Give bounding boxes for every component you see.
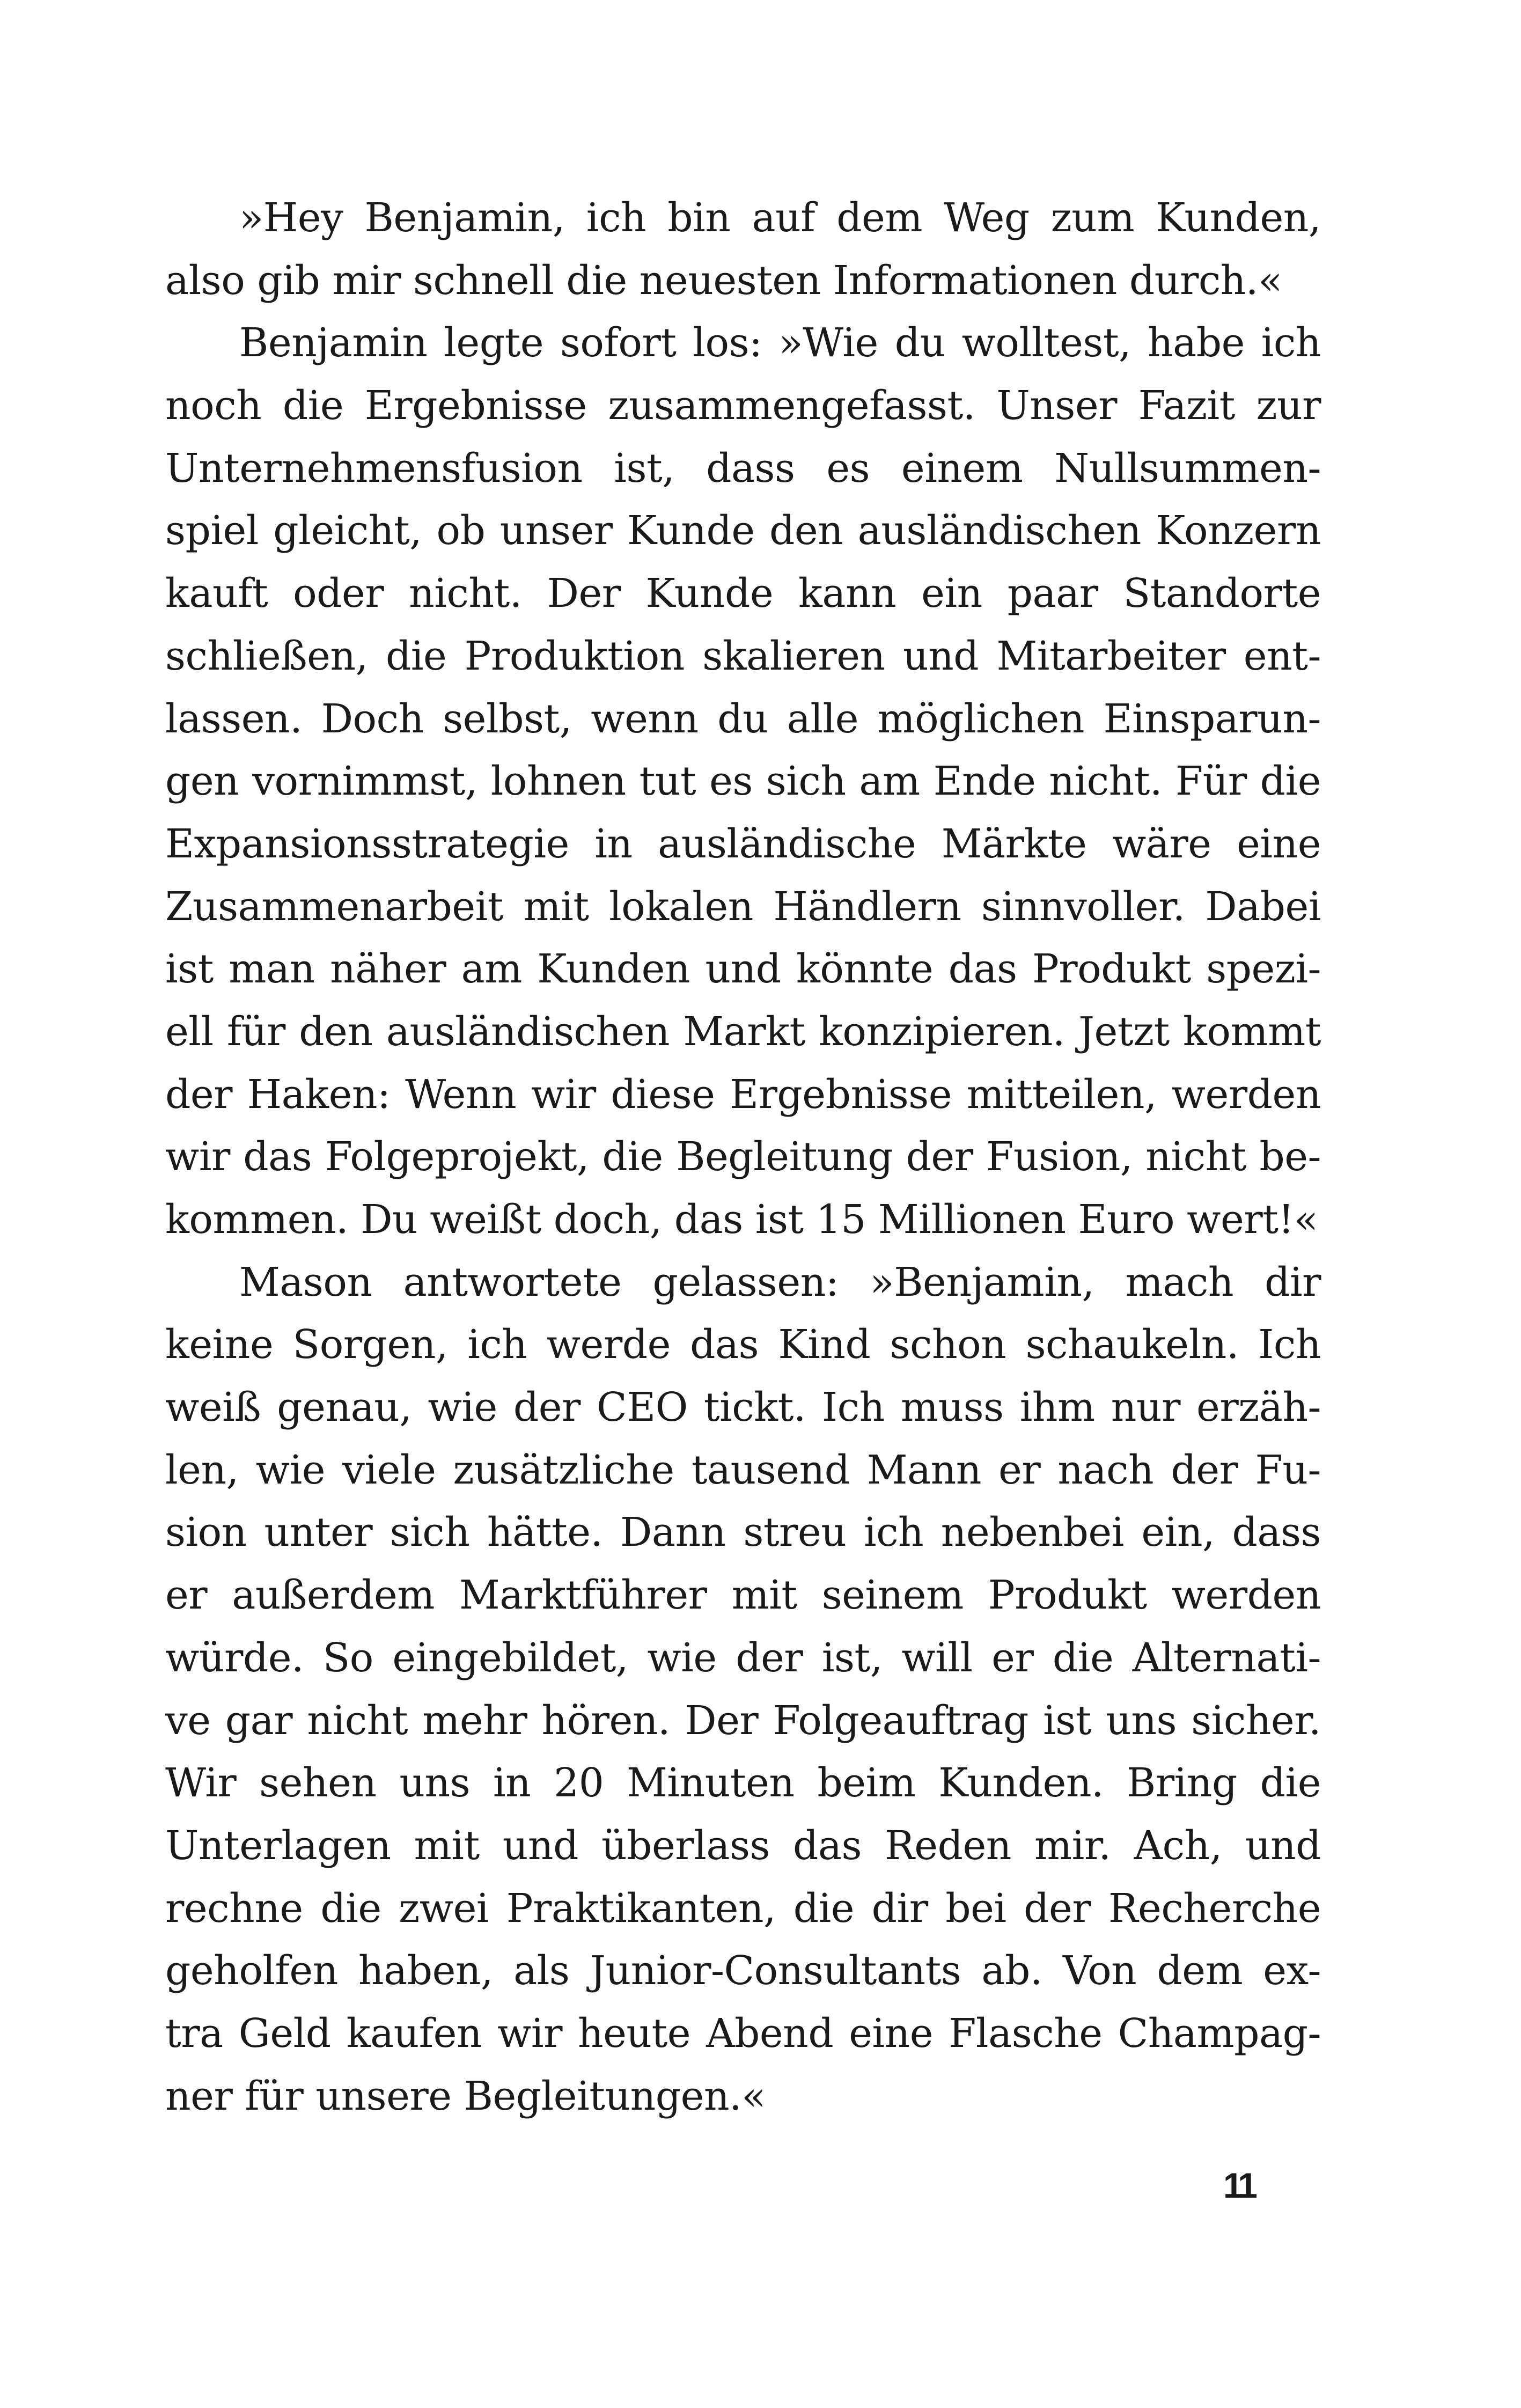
body-text <box>165 187 1321 2127</box>
text-line: tra Geld kaufen wir heute Abend eine Flasche Champag- <box>165 2010 1321 2057</box>
page-number: 11 <box>1223 2165 1254 2205</box>
text-line: Unternehmensfusion ist, dass es einem Nullsummen- <box>165 445 1321 491</box>
text-line: lassen. Doch selbst, wenn du alle möglichen Einsparun- <box>165 695 1321 742</box>
text-line: noch die Ergebnisse zusammengefasst. Unser Fazit zur <box>165 383 1321 429</box>
text-line: ell für den ausländischen Markt konzipieren. Jetzt kommt <box>165 1008 1321 1055</box>
text-line: Unterlagen mit und überlass das Reden mir. Ach, und <box>165 1822 1321 1869</box>
text-line: keine Sorgen, ich werde das Kind schon schaukeln. Ich <box>165 1322 1321 1368</box>
text-line: geholfen haben, als Junior-Consultants ab. Von dem ex- <box>165 1948 1321 1994</box>
text-line: Mason antwortete gelassen: »Benjamin, mach dir <box>239 1259 1321 1305</box>
text-line: spiel gleicht, ob unser Kunde den ausländischen Konzern <box>165 508 1321 554</box>
text-line: wir das Folgeprojekt, die Begleitung der Fusion, nicht be- <box>165 1134 1321 1180</box>
text-line: ner für unsere Begleitungen.« <box>165 2073 766 2119</box>
text-line: »Hey Benjamin, ich bin auf dem Weg zum Kunden, <box>239 195 1321 241</box>
text-line: würde. So eingebildet, wie der ist, will er die Alternati- <box>165 1634 1321 1681</box>
text-line: schließen, die Produktion skalieren und Mitarbeiter ent- <box>165 633 1321 679</box>
text-line: rechne die zwei Praktikanten, die dir bei der Recherche <box>165 1885 1321 1932</box>
text-line: weiß genau, wie der CEO tickt. Ich muss ihm nur erzäh- <box>165 1384 1321 1431</box>
text-line: ve gar nicht mehr hören. Der Folgeauftrag ist uns sicher. <box>165 1697 1321 1744</box>
text-line: Wir sehen uns in 20 Minuten beim Kunden. Bring die <box>165 1760 1321 1807</box>
text-line: kommen. Du weißt doch, das ist 15 Millionen Euro wert!« <box>165 1196 1318 1243</box>
text-line: Expansionsstrategie in ausländische Märkte wäre eine <box>165 820 1321 867</box>
text-line: len, wie viele zusätzliche tausend Mann er nach der Fu- <box>165 1447 1321 1493</box>
text-line: Benjamin legte sofort los: »Wie du wolltest, habe ich <box>239 320 1321 366</box>
text-line: der Haken: Wenn wir diese Ergebnisse mitteilen, werden <box>165 1071 1321 1118</box>
text-line: ist man näher am Kunden und könnte das Produkt spezi- <box>165 946 1321 993</box>
text-line: gen vornimmst, lohnen tut es sich am Ende nicht. Für die <box>165 758 1321 805</box>
text-line: Zusammenarbeit mit lokalen Händlern sinnvoller. Dabei <box>165 883 1321 930</box>
text-line: kauft oder nicht. Der Kunde kann ein paar Standorte <box>165 570 1321 617</box>
text-line: er außerdem Marktführer mit seinem Produkt werden <box>165 1572 1321 1619</box>
text-line: sion unter sich hätte. Dann streu ich nebenbei ein, dass <box>165 1509 1321 1556</box>
text-line: also gib mir schnell die neuesten Informationen durch.« <box>165 257 1282 304</box>
